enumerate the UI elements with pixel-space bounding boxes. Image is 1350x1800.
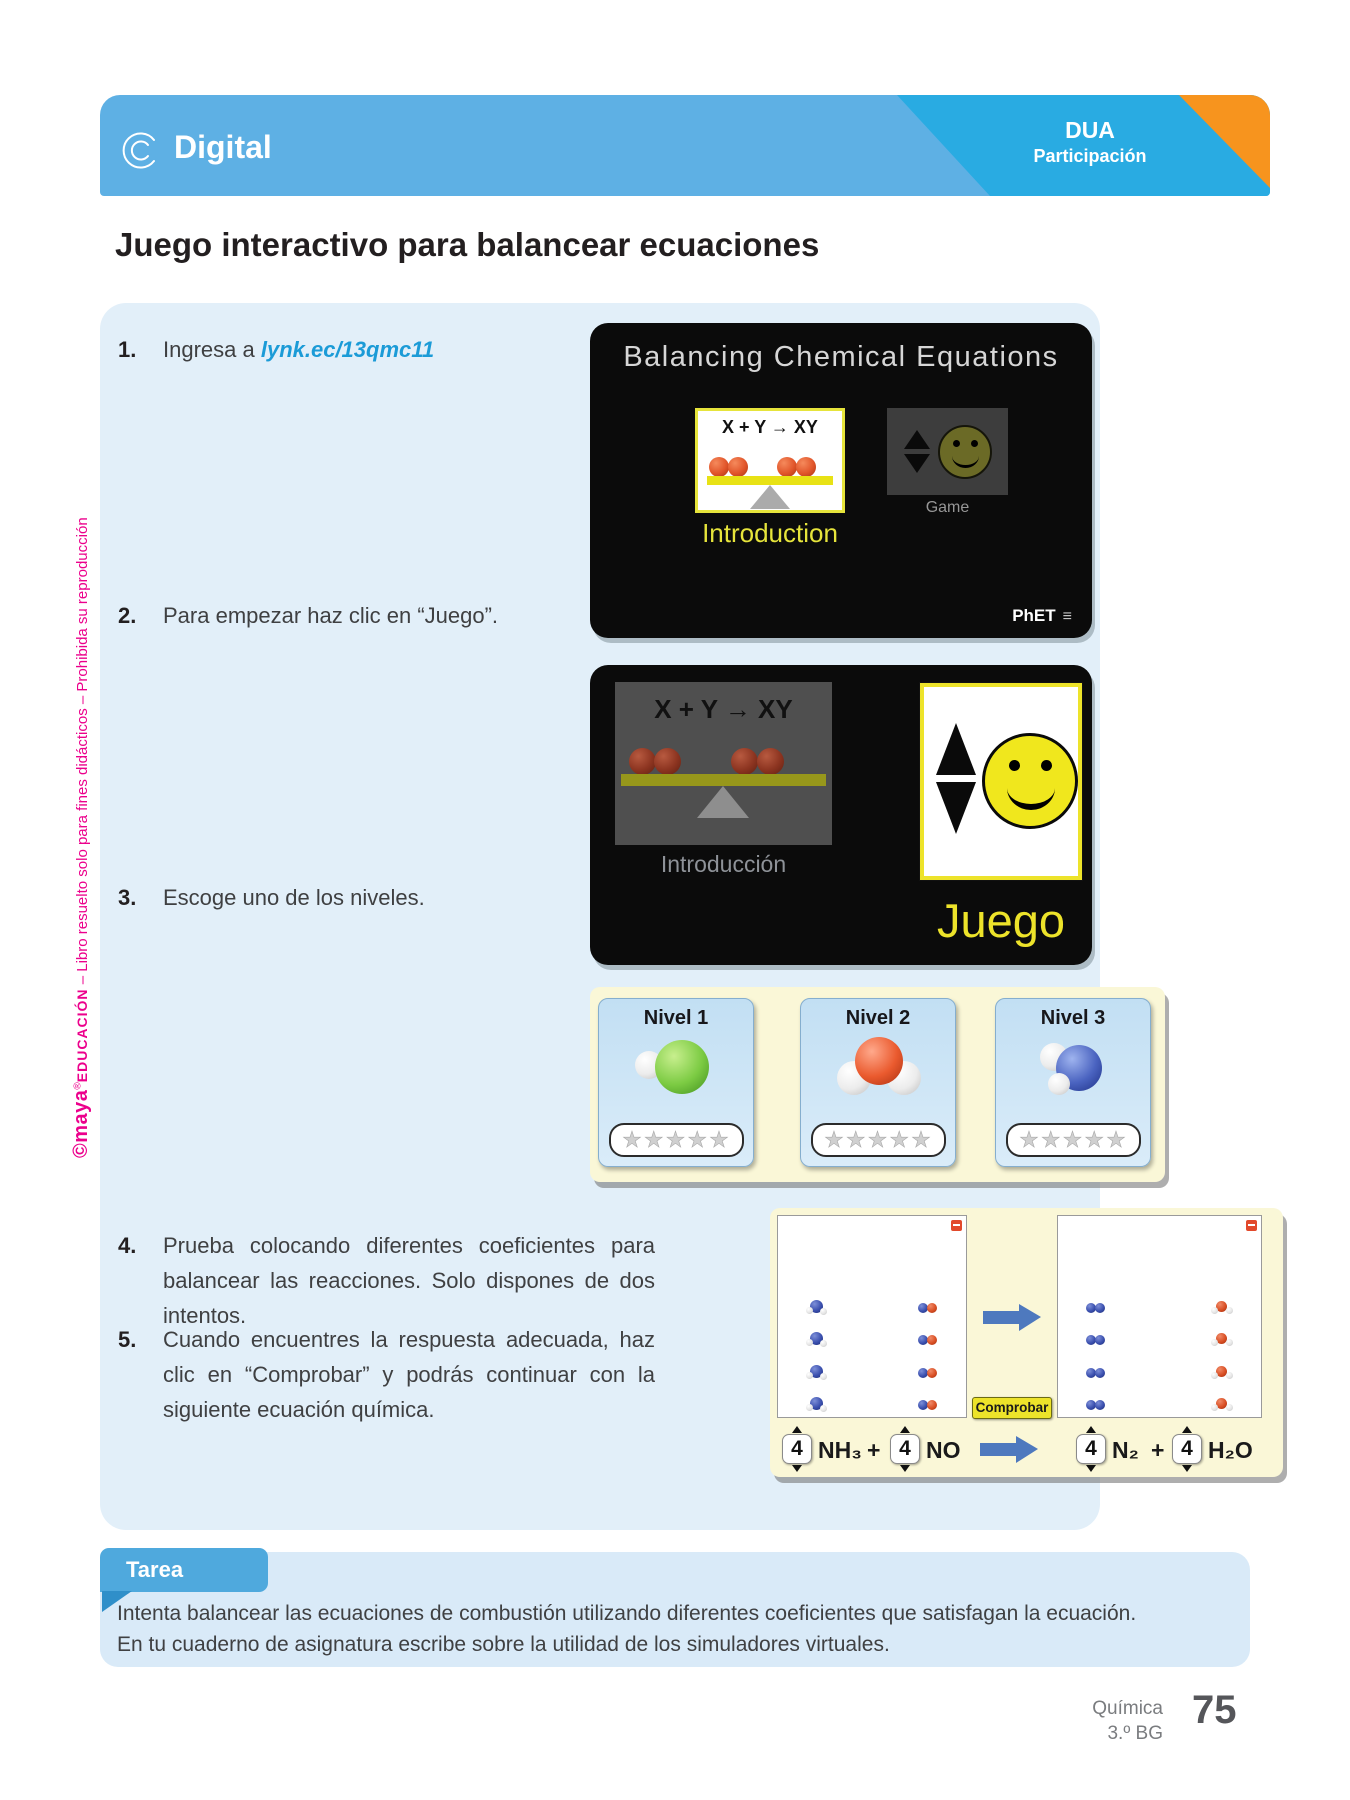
step-2	[118, 598, 498, 633]
coefficient-spinner[interactable]: 4	[1076, 1426, 1106, 1472]
coefficient-spinner[interactable]: 4	[1172, 1426, 1202, 1472]
h2o-molecule-icon	[1211, 1397, 1233, 1414]
spinner-up-icon	[792, 1426, 802, 1433]
footer-grade: 3.º BG	[1107, 1723, 1163, 1744]
products-box	[1057, 1215, 1262, 1418]
introduction-label: Introduction	[702, 518, 838, 548]
page-number: 75	[1192, 1688, 1237, 1732]
no-molecule-icon	[918, 1332, 938, 1349]
balance-equation: X + Y → XY	[654, 694, 793, 724]
star-icon: ★	[1106, 1127, 1128, 1152]
menu-icon[interactable]: ≡	[1062, 608, 1072, 625]
reaction-arrow-icon	[983, 1304, 1041, 1331]
h2o-molecule-icon	[1211, 1300, 1233, 1317]
tarea-tab: Tarea	[100, 1548, 268, 1592]
h2o-molecule-icon	[1211, 1332, 1233, 1349]
step-number: 4.	[118, 1233, 137, 1258]
footer-meta	[1000, 1696, 1163, 1746]
introduction-label: Introducción	[660, 851, 787, 877]
game-card[interactable]	[887, 408, 1008, 495]
star-icon: ★	[709, 1127, 731, 1152]
page-title: Juego interactivo para balancear ecuaciones	[115, 226, 820, 263]
reaction-arrow-icon	[980, 1436, 1038, 1463]
dua-badge-text	[1000, 116, 1180, 168]
formula-nh3: NH₃	[818, 1437, 862, 1463]
step-5	[118, 1322, 655, 1427]
molecule-hcl-icon	[599, 1035, 753, 1119]
smiley-face-icon	[938, 425, 992, 479]
nh3-molecule-icon	[806, 1397, 828, 1414]
tarea-tab-tail	[102, 1591, 132, 1612]
star-icon: ★	[1084, 1127, 1107, 1152]
tarea-line-1: Intenta balancear las ecuaciones de combustión utilizando diferentes coeficientes que satisfagan la ecuación.	[117, 1602, 1137, 1625]
step-number: 5.	[118, 1327, 137, 1352]
n2-molecule-icon	[1086, 1332, 1106, 1349]
screenshot-sim-levels	[590, 987, 1165, 1182]
star-icon: ★	[867, 1127, 890, 1152]
no-molecule-icon	[918, 1300, 938, 1317]
star-icon: ★	[622, 1127, 644, 1152]
step-number: 2.	[118, 603, 137, 628]
level-label: Nivel 1	[643, 1007, 709, 1029]
screenshot-sim-play	[770, 1208, 1283, 1477]
score-stars	[1006, 1123, 1141, 1157]
score-stars	[609, 1123, 744, 1157]
registered-icon: ®	[72, 1082, 84, 1090]
step-text	[163, 332, 434, 367]
step-1	[118, 332, 434, 367]
step-text: Escoge uno de los niveles.	[163, 885, 425, 910]
molecule-h2o-icon	[801, 1035, 955, 1119]
plus-sign: +	[867, 1437, 881, 1463]
star-icon: ★	[845, 1127, 868, 1152]
level-1-card[interactable]	[598, 998, 754, 1167]
spinner-down-icon	[792, 1465, 802, 1472]
balance-scale-graphic	[707, 457, 833, 509]
dua-sublabel: Participación	[1033, 146, 1147, 166]
coefficient-spinner[interactable]: 4	[890, 1426, 920, 1472]
molecule-nh3-icon	[996, 1035, 1150, 1119]
coefficient-spinner[interactable]: 4	[782, 1426, 812, 1472]
balance-equation: X + Y → XY	[722, 417, 818, 437]
no-molecule-icon	[918, 1365, 938, 1382]
introduction-card[interactable]	[695, 408, 845, 513]
level-label: Nivel 2	[845, 1007, 911, 1029]
formula-h2o: H₂O	[1208, 1437, 1253, 1463]
publisher-name: EDUCACIÓN	[74, 988, 90, 1083]
game-label: Juego	[936, 894, 1066, 947]
no-molecule-icon	[918, 1397, 938, 1414]
spinner-up-icon	[1182, 1426, 1192, 1433]
dua-label: DUA	[1065, 117, 1115, 143]
screenshot-sim-game-select	[590, 665, 1092, 965]
footer-subject: Química	[1092, 1698, 1163, 1719]
screenshot-sim-home	[590, 323, 1092, 638]
game-label: Game	[925, 499, 970, 516]
step-3	[118, 880, 425, 915]
star-icon: ★	[643, 1127, 666, 1152]
step-4	[118, 1228, 655, 1333]
up-down-arrows-icon	[904, 430, 930, 473]
step-text: Para empezar haz clic en “Juego”.	[163, 603, 499, 628]
star-icon: ★	[665, 1127, 688, 1152]
product-molecules	[1058, 1300, 1261, 1414]
digital-logo-icon	[118, 128, 164, 174]
nh3-molecule-icon	[806, 1332, 828, 1349]
watermark-text: – Libro resuelto solo para fines didácticos – Prohibida su reproducción	[74, 517, 91, 989]
star-icon: ★	[824, 1127, 846, 1152]
spinner-up-icon	[1086, 1426, 1096, 1433]
introduction-card-dimmed[interactable]	[615, 682, 832, 845]
step-text: Prueba colocando diferentes coeficientes para balancear las reacciones. Solo dispones de dos intentos.	[163, 1233, 655, 1328]
phet-logo	[1012, 606, 1072, 626]
n2-molecule-icon	[1086, 1397, 1106, 1414]
spinner-up-icon	[900, 1426, 910, 1433]
sim-title: Balancing Chemical Equations	[623, 341, 1059, 373]
star-icon: ★	[687, 1127, 710, 1152]
close-icon[interactable]	[1246, 1220, 1257, 1231]
formula-n2: N₂	[1112, 1437, 1139, 1463]
level-3-card[interactable]	[995, 998, 1151, 1167]
spinner-down-icon	[1182, 1465, 1192, 1472]
banner-title: Digital	[174, 129, 272, 165]
h2o-molecule-icon	[1211, 1365, 1233, 1382]
reactants-box	[777, 1215, 967, 1418]
sim-link[interactable]: lynk.ec/13qmc11	[260, 337, 435, 362]
tarea-text	[117, 1598, 1232, 1660]
n2-molecule-icon	[1086, 1300, 1106, 1317]
n2-molecule-icon	[1086, 1365, 1106, 1382]
step-number: 1.	[118, 337, 137, 362]
score-stars	[811, 1123, 946, 1157]
phet-wordmark: PhET	[1012, 606, 1056, 625]
up-down-arrows-icon	[936, 723, 976, 834]
close-icon[interactable]	[951, 1220, 962, 1231]
spinner-down-icon	[1086, 1465, 1096, 1472]
nh3-molecule-icon	[806, 1300, 828, 1317]
game-card-selected[interactable]	[920, 683, 1082, 880]
copyright-watermark	[70, 408, 93, 1158]
star-icon: ★	[911, 1127, 933, 1152]
balance-scale-graphic	[621, 748, 826, 818]
tarea-line-2: En tu cuaderno de asignatura escribe sobre la utilidad de los simuladores virtuales.	[117, 1633, 890, 1656]
smiley-face-icon	[982, 733, 1078, 829]
spinner-down-icon	[900, 1465, 910, 1472]
publisher-logo: ©maya	[70, 1089, 92, 1158]
star-icon: ★	[1040, 1127, 1063, 1152]
star-icon: ★	[1062, 1127, 1085, 1152]
reactant-molecules	[778, 1300, 966, 1414]
formula-no: NO	[926, 1437, 961, 1463]
star-icon: ★	[889, 1127, 912, 1152]
level-label: Nivel 3	[1040, 1007, 1106, 1029]
check-button[interactable]: Comprobar	[972, 1397, 1052, 1419]
step-1-prefix: Ingresa a	[163, 337, 261, 362]
step-text: Cuando encuentres la respuesta adecuada, haz clic en “Comprobar” y podrás continuar con la siguiente ecuación química.	[163, 1327, 655, 1422]
level-2-card[interactable]	[800, 998, 956, 1167]
nh3-molecule-icon	[806, 1365, 828, 1382]
star-icon: ★	[1019, 1127, 1041, 1152]
step-number: 3.	[118, 885, 137, 910]
plus-sign: +	[1151, 1437, 1165, 1463]
